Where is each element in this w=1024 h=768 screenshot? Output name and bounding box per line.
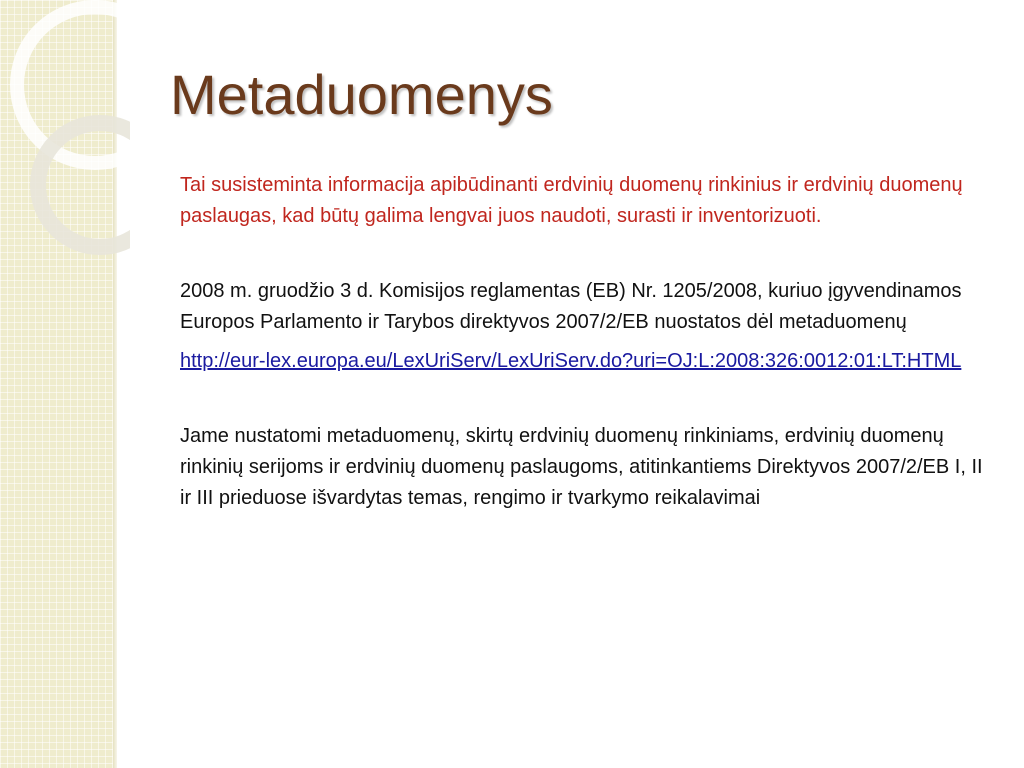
- definition-paragraph: Tai susisteminta informacija apibūdinanti erdvinių duomenų rinkinius ir erdvinių duomenų paslaugas, kad būtų galima lengvai juos naudoti, surasti ir inventorizuoti.: [180, 174, 963, 227]
- slide-title: Metaduomenys: [170, 63, 553, 126]
- decorative-circles: [0, 0, 130, 260]
- slide-body: [180, 170, 990, 514]
- regulation-link[interactable]: http://eur-lex.europa.eu/LexUriServ/LexUriServ.do?uri=OJ:L:2008:326:0012:01:LT:HTML: [180, 350, 962, 372]
- regulation-paragraph: 2008 m. gruodžio 3 d. Komisijos reglamentas (EB) Nr. 1205/2008, kuriuo įgyvendinamos Europos Parlamento ir Tarybos direktyvos 2007/2/EB nuostatos dėl metaduomenų: [180, 280, 962, 333]
- deco-circle-lower: [38, 123, 130, 247]
- deco-circle-upper: [17, 7, 130, 163]
- requirements-paragraph: Jame nustatomi metaduomenų, skirtų erdvinių duomenų rinkiniams, erdvinių duomenų rinkinių serijoms ir erdvinių duomenų paslaugoms, atitinkantiems Direktyvos 2007/2/EB I, II ir III prieduose išvardytas temas, rengimo ir tvarkymo reikalavimai: [180, 425, 983, 509]
